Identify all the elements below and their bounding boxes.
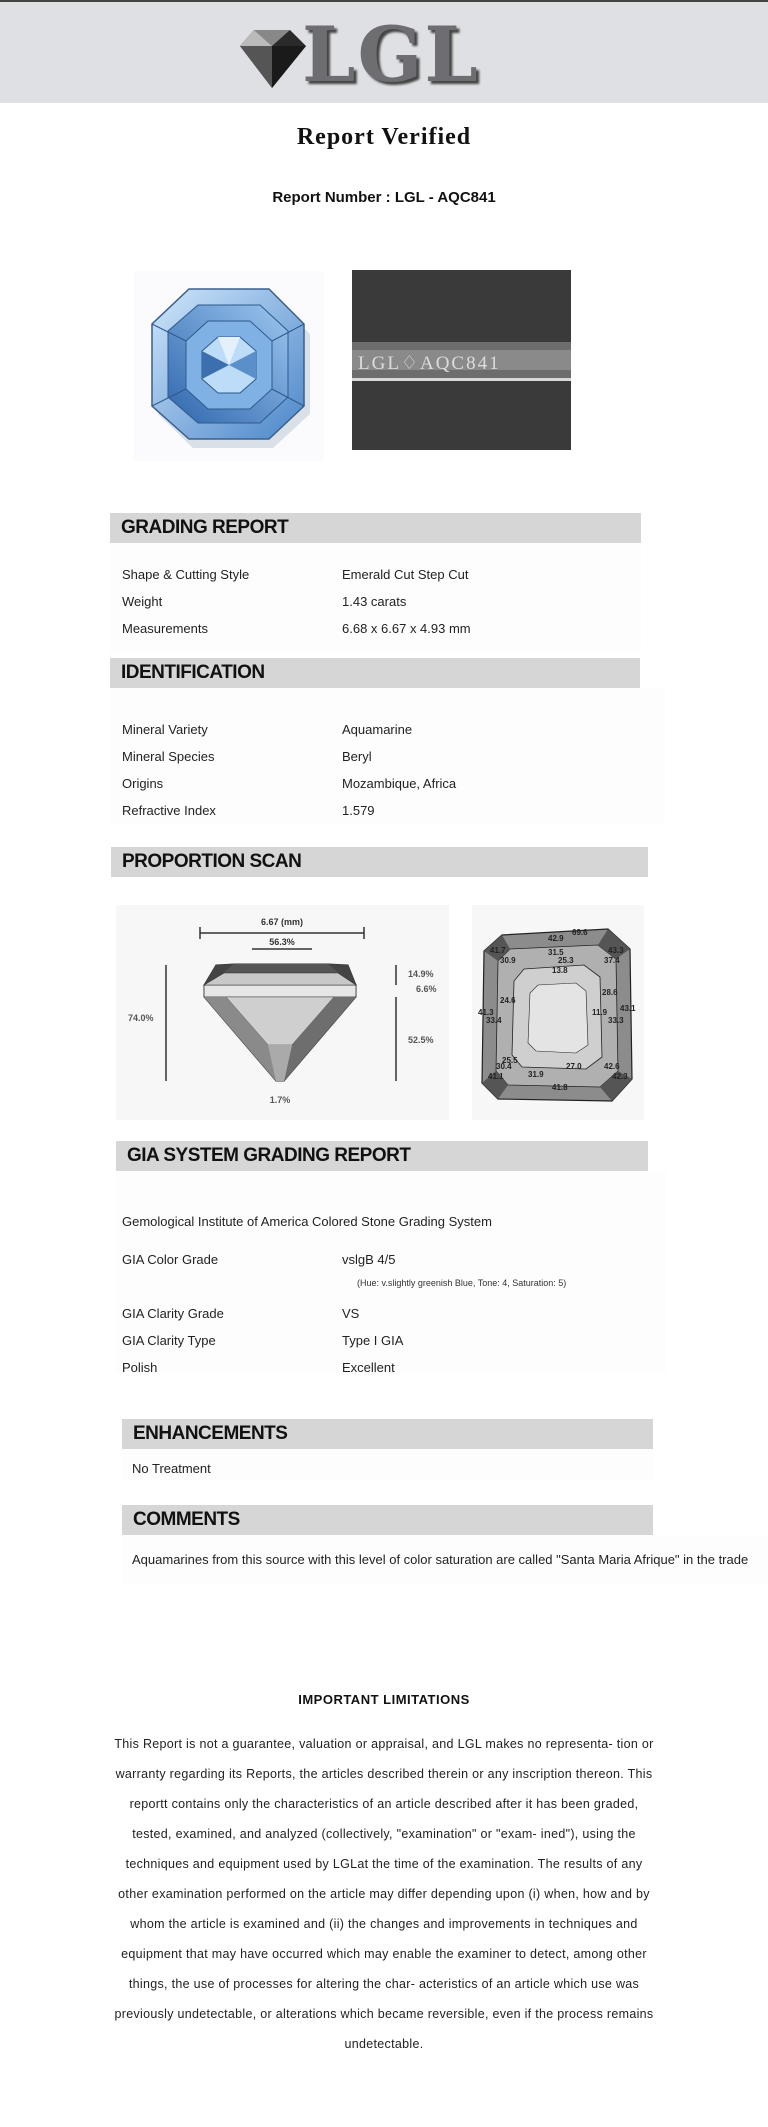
angle-label: 41.3 [478, 1008, 494, 1017]
angle-label: 42.6 [604, 1062, 620, 1071]
row-value: Type I GIA [342, 1333, 404, 1348]
limitations-text: This Report is not a guarantee, valuation or appraisal, and LGL makes no representa- tion or warranty regarding its Reports, the articles described therein or any inscription thereon. This reportt contains only the characteristics of an article described after it has been graded, tested, examined, and analyzed (collectively, "examination" or "exam- ined"), using the techniques and equipment used by LGLat the time of the examination. The results of any other examination performed on the article may differ depending upon (i) when, how and by whom the article is examined and (ii) the changes and improvements in techniques and equipment that may have occurred which may enable the examiner to detect, among other things, the use of processes for altering the char- acteristics of an article which use was previously undetectable, or alterations which became reversible, even if the process remains undetectable. [114, 1737, 654, 2051]
row-value: VS [342, 1306, 360, 1321]
row-value: Mozambique, Africa [342, 776, 457, 791]
angle-label: 33.3 [608, 1016, 624, 1025]
angle-label: 11.9 [592, 1008, 608, 1017]
angle-label: 30.4 [496, 1062, 512, 1071]
angle-label: 41.8 [552, 1083, 568, 1092]
enhancements-text: No Treatment [132, 1461, 211, 1476]
culet-label: 1.7% [269, 1095, 291, 1105]
girdle-inscription-image [352, 270, 571, 450]
profile-diagram [116, 905, 449, 1120]
angle-label: 41.7 [490, 946, 506, 955]
identification-header [110, 658, 640, 688]
comments-header [122, 1505, 653, 1535]
row-label: Measurements [122, 621, 208, 636]
row-label: Refractive Index [122, 803, 216, 818]
row-label: GIA Clarity Type [122, 1333, 216, 1348]
lgl-logo[interactable] [232, 10, 492, 99]
angle-label: 41.1 [488, 1072, 504, 1081]
row-label: Shape & Cutting Style [122, 567, 250, 582]
row-label: Mineral Species [122, 749, 215, 764]
angle-label: 13.8 [552, 966, 568, 975]
gia-system-label: Gemological Institute of America Colored Stone Grading System [122, 1214, 492, 1229]
grading-report-header [110, 513, 641, 543]
report-number: Report Number : LGL - AQC841 [272, 189, 496, 206]
row-value: 1.579 [342, 803, 375, 818]
grading-report-heading: GRADING REPORT [121, 517, 289, 538]
angle-label: 31.9 [528, 1070, 544, 1079]
row-label: GIA Clarity Grade [122, 1306, 224, 1321]
row-value: 1.43 carats [342, 594, 407, 609]
angle-label: 43.1 [620, 1004, 636, 1013]
angle-label: 24.6 [500, 996, 516, 1005]
page-title: Report Verified [296, 124, 472, 150]
diamond-icon [232, 24, 312, 94]
total-depth-label: 74.0% [128, 1013, 154, 1023]
limitations-heading: IMPORTANT LIMITATIONS [298, 1692, 470, 1707]
angle-label: 25.3 [558, 956, 574, 965]
angle-label: 42.3 [612, 1072, 628, 1081]
proportion-scan-header [111, 847, 648, 877]
enhancements-header [122, 1419, 653, 1449]
angle-label: 43.3 [608, 946, 624, 955]
girdle-label: 6.6% [416, 984, 437, 994]
logo-text: LGL [302, 10, 480, 99]
gemstone-image [134, 271, 324, 461]
angle-label: 33.4 [486, 1016, 502, 1025]
row-label: GIA Color Grade [122, 1252, 219, 1267]
gia-heading: GIA SYSTEM GRADING REPORT [127, 1145, 411, 1166]
angle-label: 28.6 [602, 988, 618, 997]
table-pct-label: 56.3% [269, 937, 295, 947]
angle-label: 31.5 [548, 948, 564, 957]
row-label: Mineral Variety [122, 722, 208, 737]
crown-height-label: 14.9% [408, 969, 434, 979]
row-value: Beryl [342, 749, 372, 764]
identification-heading: IDENTIFICATION [121, 662, 265, 683]
angle-label: 42.9 [548, 934, 564, 943]
row-value: Aquamarine [342, 722, 413, 737]
row-value: Excellent [342, 1360, 395, 1375]
enhancements-heading: ENHANCEMENTS [133, 1423, 288, 1444]
inscription-text: LGL♢AQC841 [358, 353, 501, 374]
row-value: Emerald Cut Step Cut [342, 567, 469, 582]
angle-label: 69.6 [572, 928, 588, 937]
row-value: 6.68 x 6.67 x 4.93 mm [342, 621, 471, 636]
gia-header [116, 1141, 648, 1171]
row-label: Weight [122, 594, 163, 609]
width-label: 6.67 (mm) [260, 917, 304, 927]
gia-color-note: (Hue: v.slightly greenish Blue, Tone: 4, Saturation: 5) [357, 1278, 567, 1288]
angle-label: 30.9 [500, 956, 516, 965]
proportion-scan-heading: PROPORTION SCAN [122, 851, 302, 872]
comments-heading: COMMENTS [133, 1509, 240, 1530]
angle-label: 27.0 [566, 1062, 582, 1071]
header-banner [0, 2, 768, 103]
top-view-diagram [472, 905, 644, 1120]
row-label: Origins [122, 776, 164, 791]
pavilion-depth-label: 52.5% [408, 1035, 434, 1045]
row-label: Polish [122, 1360, 158, 1375]
row-value: vslgB 4/5 [342, 1252, 396, 1267]
angle-label: 25.5 [502, 1056, 518, 1065]
angle-label: 37.4 [604, 956, 620, 965]
comments-text: Aquamarines from this source with this level of color saturation are called "Santa Maria Afrique" in the trade [132, 1552, 749, 1567]
